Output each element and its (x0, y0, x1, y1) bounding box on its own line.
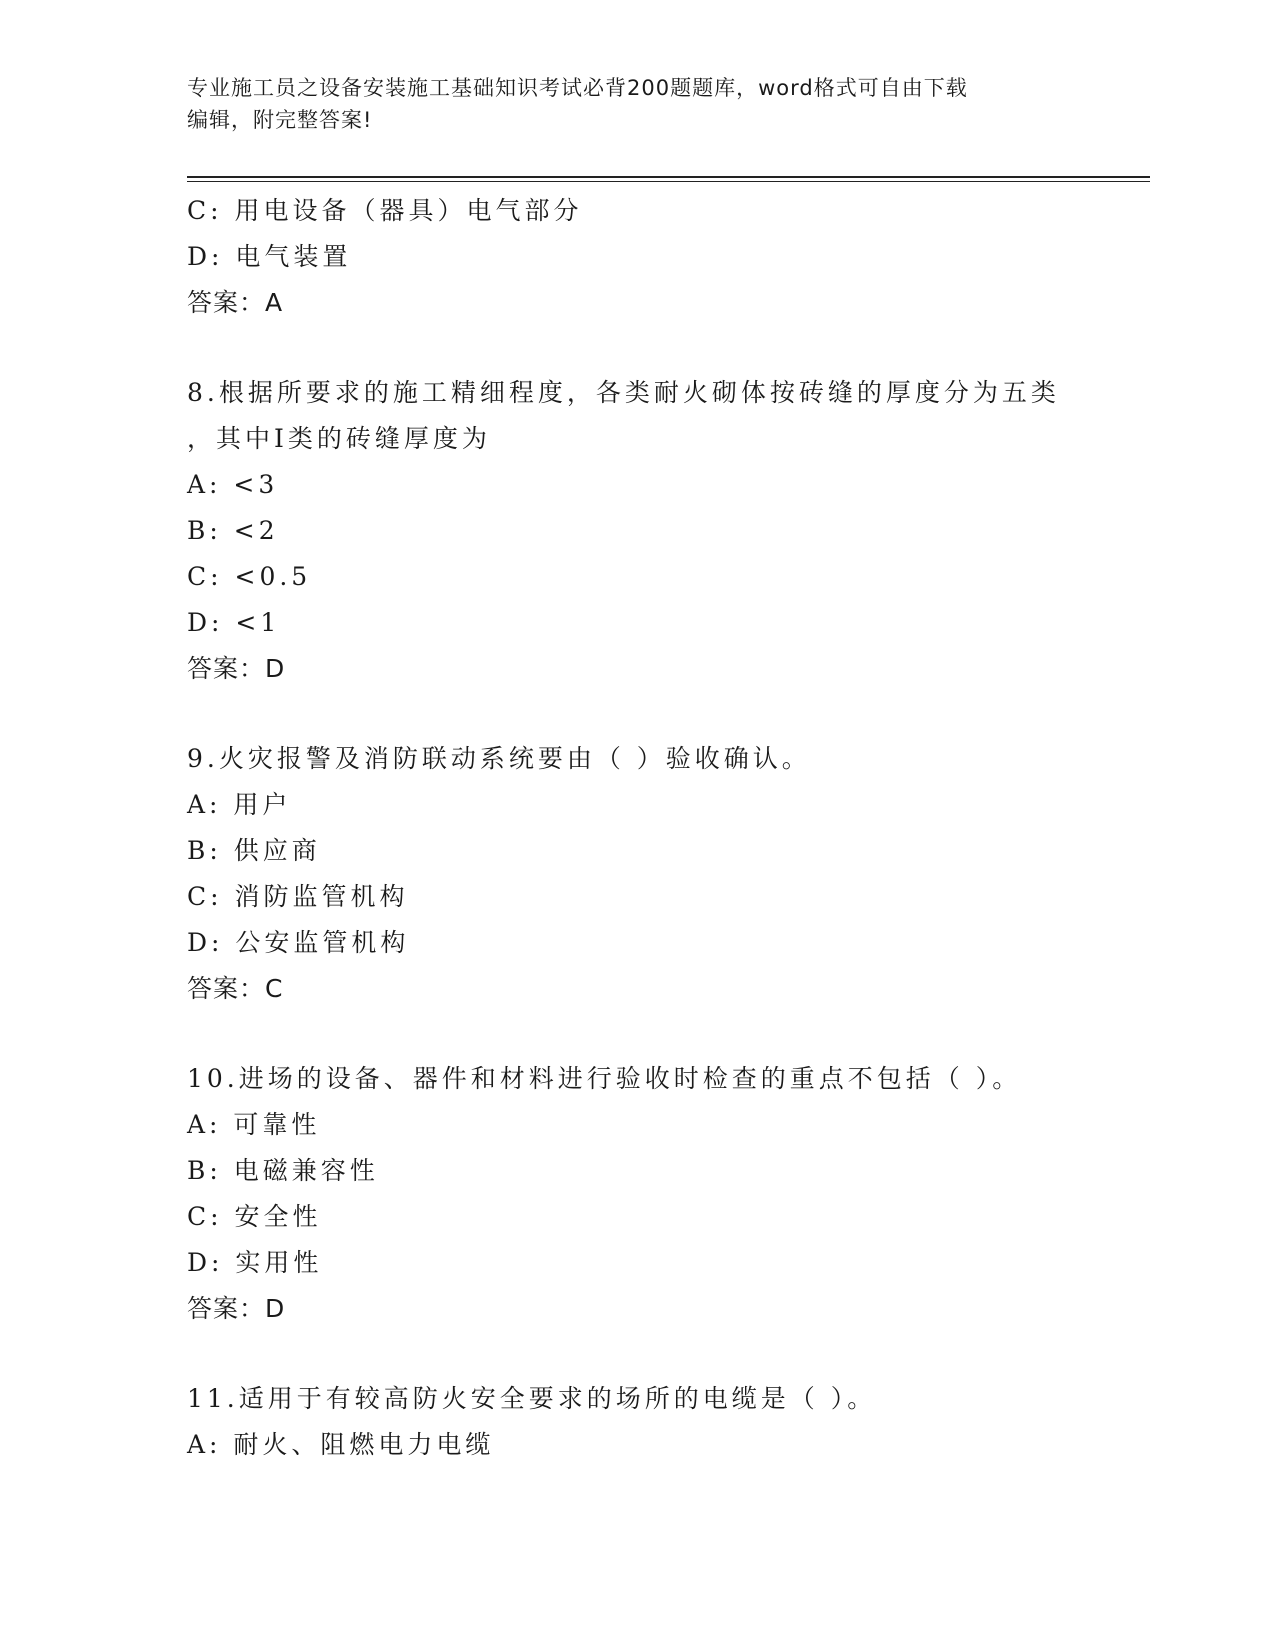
option-b: B: 供应商 (187, 836, 321, 865)
option-d: D: 公安监管机构 (187, 928, 410, 957)
header-rule-thin (187, 181, 1150, 182)
answer: 答案：C (187, 974, 284, 1003)
question-stem: 11.适用于有较高防火安全要求的场所的电缆是（ ）。 (187, 1384, 877, 1413)
answer: 答案：D (187, 1294, 286, 1323)
option-a: A: 用户 (187, 790, 292, 819)
option-d: D: <1 (187, 608, 281, 637)
question-9 (187, 736, 1150, 1012)
option-c: C: 用电设备（器具）电气部分 (187, 196, 583, 225)
question-10 (187, 1056, 1150, 1332)
option-a: A: 可靠性 (187, 1110, 321, 1139)
question-stem: 9.火灾报警及消防联动系统要由（ ）验收确认。 (187, 744, 811, 773)
question-11 (187, 1376, 1150, 1468)
question-stem-continued: ，其中Ⅰ类的砖缝厚度为 (187, 424, 491, 453)
option-c: C: 消防监管机构 (187, 882, 409, 911)
question-stem: 10.进场的设备、器件和材料进行验收时检查的重点不包括（ ）。 (187, 1064, 1022, 1093)
question-7-tail (187, 188, 1150, 326)
option-a: A: 耐火、阻燃电力电缆 (187, 1430, 495, 1459)
question-stem: 8.根据所要求的施工精细程度，各类耐火砌体按砖缝的厚度分为五类 (187, 378, 1060, 407)
answer: 答案：A (187, 288, 284, 317)
header-rule-thick (187, 176, 1150, 178)
option-c: C: <0.5 (187, 562, 312, 591)
option-b: B: <2 (187, 516, 279, 545)
question-8 (187, 370, 1150, 692)
option-c: C: 安全性 (187, 1202, 322, 1231)
question-list (187, 188, 1150, 1468)
option-d: D: 实用性 (187, 1248, 323, 1277)
answer: 答案：D (187, 654, 286, 683)
option-d: D: 电气装置 (187, 242, 352, 271)
option-a: A: <3 (187, 470, 279, 499)
option-b: B: 电磁兼容性 (187, 1156, 379, 1185)
document-header (187, 72, 1087, 136)
header-title-line1: 专业施工员之设备安装施工基础知识考试必背200题题库，word格式可自由下载 (187, 76, 968, 100)
header-title-line2: 编辑，附完整答案! (187, 108, 373, 132)
